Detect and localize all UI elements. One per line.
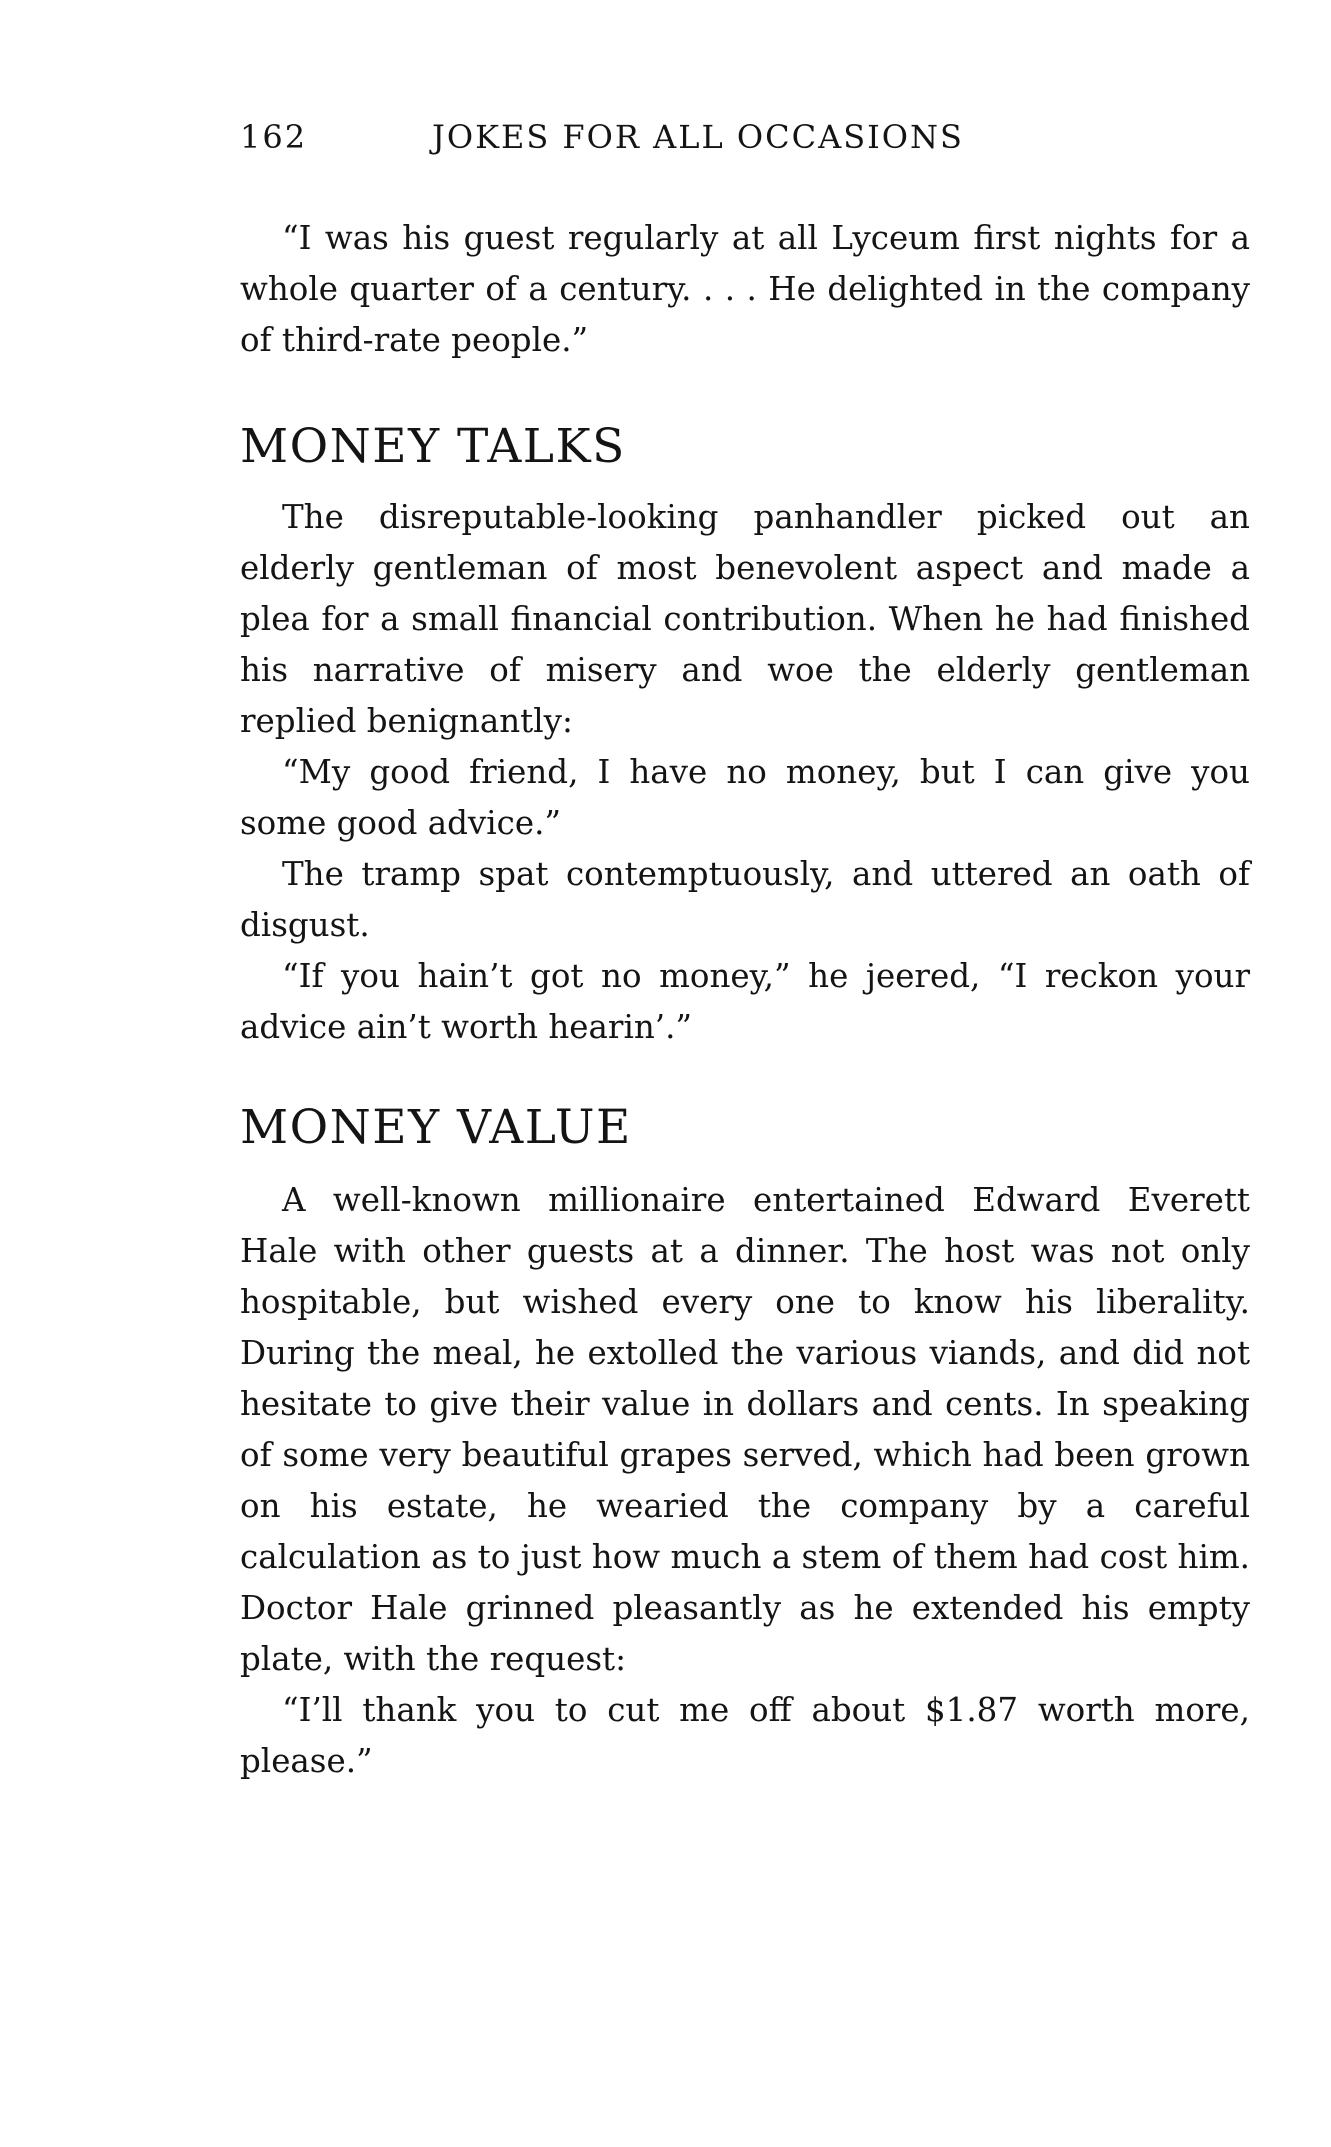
section-heading-money-talks: MONEY TALKS (240, 419, 626, 474)
section-heading-money-value: MONEY VALUE (240, 1100, 632, 1155)
paragraph: “I’ll thank you to cut me off about $1.87 worth more, please.” (240, 1691, 1250, 1780)
section-body-money-value (240, 1175, 1250, 1787)
page-number: 162 (240, 118, 308, 156)
paragraph: The disreputable-looking panhandler picked out an elderly gentleman of most benevolent aspect and made a plea for a small financial contribution. When he had finished his narrative of misery and woe the elderly gentleman replied benignantly: (240, 498, 1250, 740)
page-header (240, 118, 1250, 158)
paragraph: A well-known millionaire entertained Edward Everett Hale with other guests at a dinner. The host was not only hospitable, but wished every one to know his liberality. During the meal, he extolled the various viands, and did not hesitate to give their value in dollars and cents. In speaking of some very beautiful grapes served, which had been grown on his estate, he wearied the company by a careful calculation as to just how much a stem of them had cost him. Doctor Hale grinned pleasantly as he extended his empty plate, with the request: (240, 1181, 1250, 1678)
running-title: JOKES FOR ALL OCCASIONS (432, 118, 964, 156)
paragraph: “I was his guest regularly at all Lyceum first nights for a whole quarter of a century. . . . He delighted in the company of third-rate people.” (240, 219, 1250, 359)
section-body-money-talks (240, 492, 1250, 1053)
paragraph: The tramp spat contemptuously, and uttered an oath of disgust. (240, 855, 1250, 944)
paragraph: “My good friend, I have no money, but I can give you some good advice.” (240, 753, 1250, 842)
paragraph: “If you hain’t got no money,” he jeered, “I reckon your advice ain’t worth hearin’.” (240, 957, 1250, 1046)
intro-text (240, 213, 1250, 366)
